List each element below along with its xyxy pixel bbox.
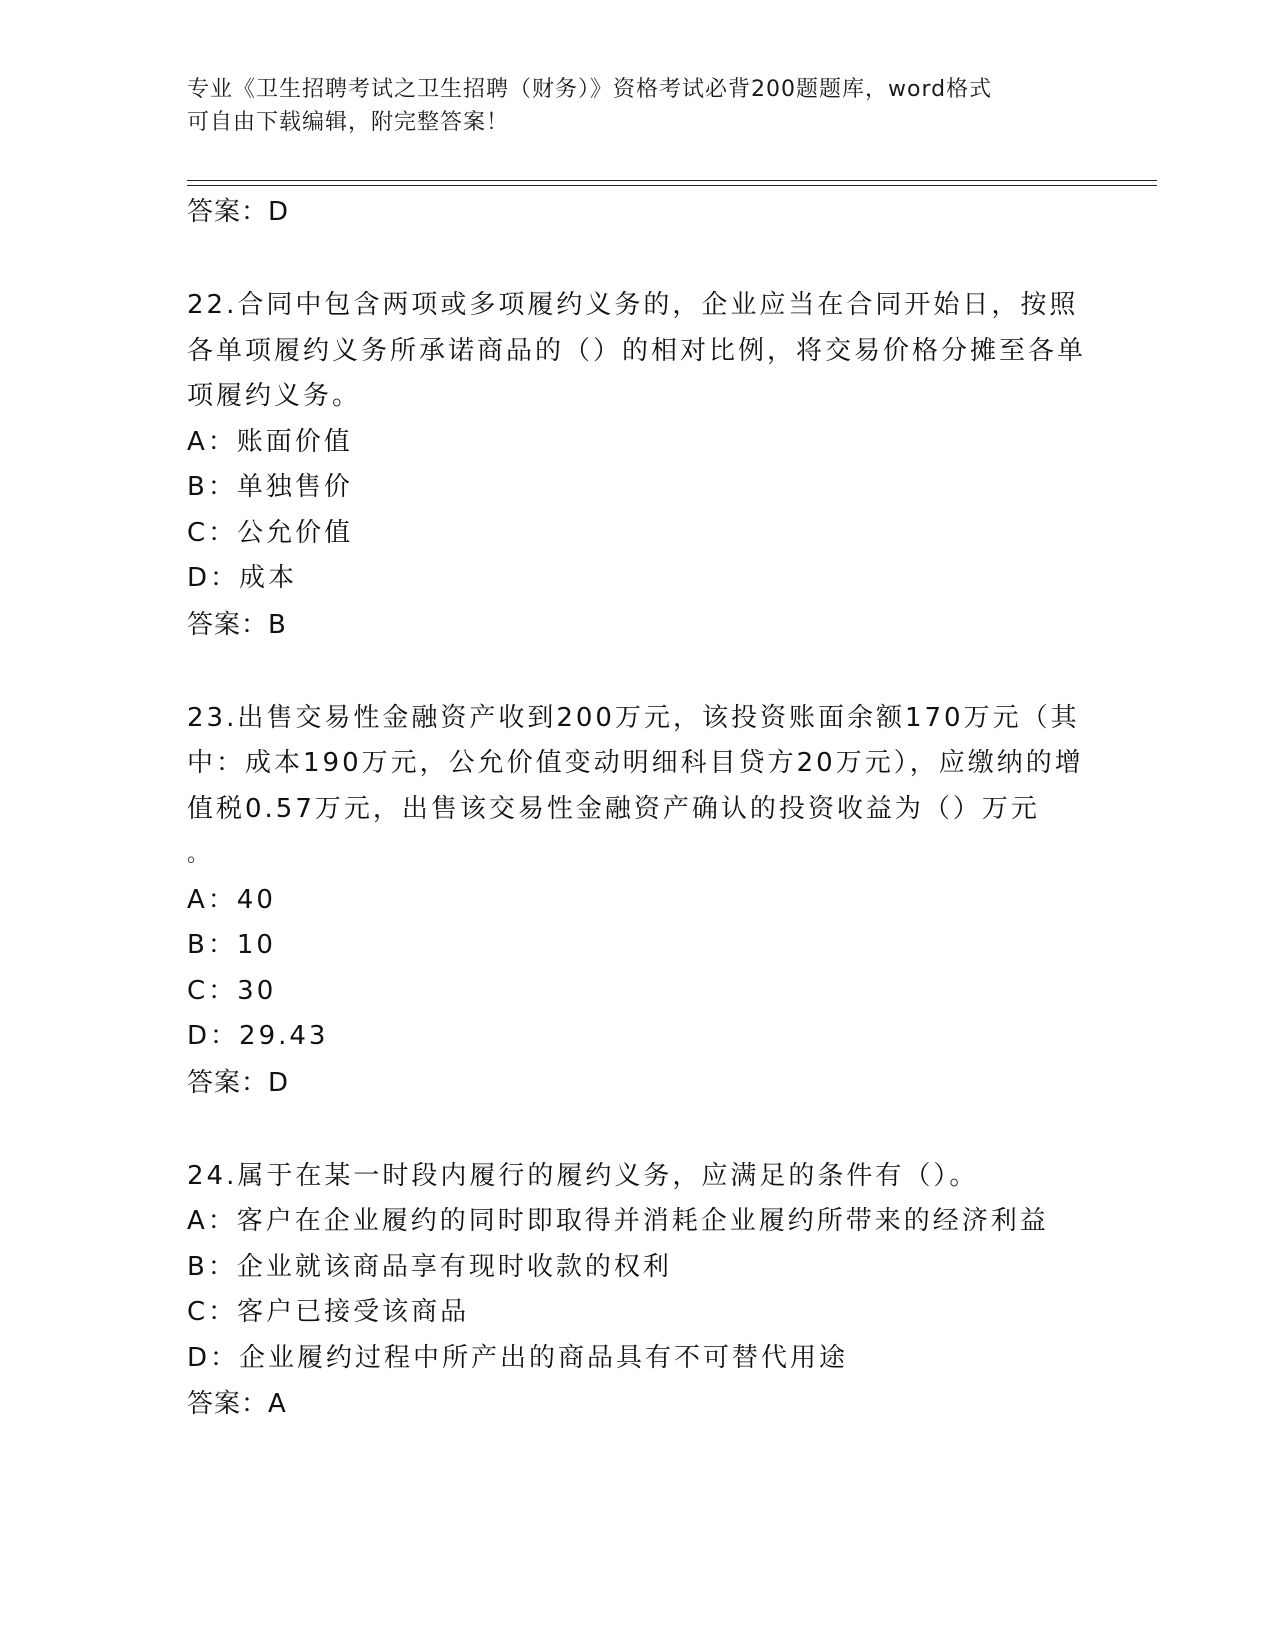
option-c: C：30: [187, 975, 277, 1006]
option-c: C：客户已接受该商品: [187, 1297, 470, 1327]
option-d: D：成本: [187, 563, 298, 593]
spacer: [187, 235, 1087, 283]
header-line-1: 专业《卫生招聘考试之卫生招聘（财务）》资格考试必背200题题库，word格式: [187, 77, 993, 102]
header-rule-top: [187, 180, 1157, 181]
question-text: 23.出售交易性金融资产收到200万元，该投资账面余额170万元（其中：成本190万元，公允价值变动明细科目贷方20万元），应缴纳的增值税0.57万元，出售该交易性金融资产确认的投资收益为（）万元: [187, 702, 1084, 824]
question-23: [187, 696, 1087, 1106]
question-text: 24.属于在某一时段内履行的履约义务，应满足的条件有（）。: [187, 1160, 979, 1191]
header-line-2: 可自由下载编辑，附完整答案！: [187, 110, 510, 135]
question-text-tail: 。: [187, 842, 213, 867]
spacer: [187, 648, 1087, 696]
option-c: C：公允价值: [187, 517, 354, 548]
option-a: A：40: [187, 884, 276, 915]
option-b: B：企业就该商品享有现时收款的权利: [187, 1251, 672, 1282]
option-d: D：企业履约过程中所产出的商品具有不可替代用途: [187, 1342, 849, 1373]
question-text: 22.合同中包含两项或多项履约义务的，企业应当在合同开始日，按照各单项履约义务所承诺商品的（）的相对比例，将交易价格分摊至各单项履约义务。: [187, 290, 1087, 411]
answer-line: 答案：D: [187, 197, 290, 227]
option-a: A：账面价值: [187, 426, 353, 457]
question-content: [187, 189, 1087, 1427]
header-rule-bottom: [187, 185, 1157, 186]
option-a: A：客户在企业履约的同时即取得并消耗企业履约所带来的经济利益: [187, 1206, 1049, 1236]
answer-line: 答案：A: [187, 1389, 287, 1419]
question-22: [187, 283, 1087, 648]
option-d: D：29.43: [187, 1021, 329, 1051]
spacer: [187, 1106, 1087, 1154]
option-b: B：10: [187, 930, 276, 960]
document-header: [187, 73, 1087, 139]
answer-line: 答案：B: [187, 609, 287, 640]
question-24: [187, 1154, 1087, 1428]
option-b: B：单独售价: [187, 472, 353, 502]
answer-line: 答案：D: [187, 1067, 290, 1098]
